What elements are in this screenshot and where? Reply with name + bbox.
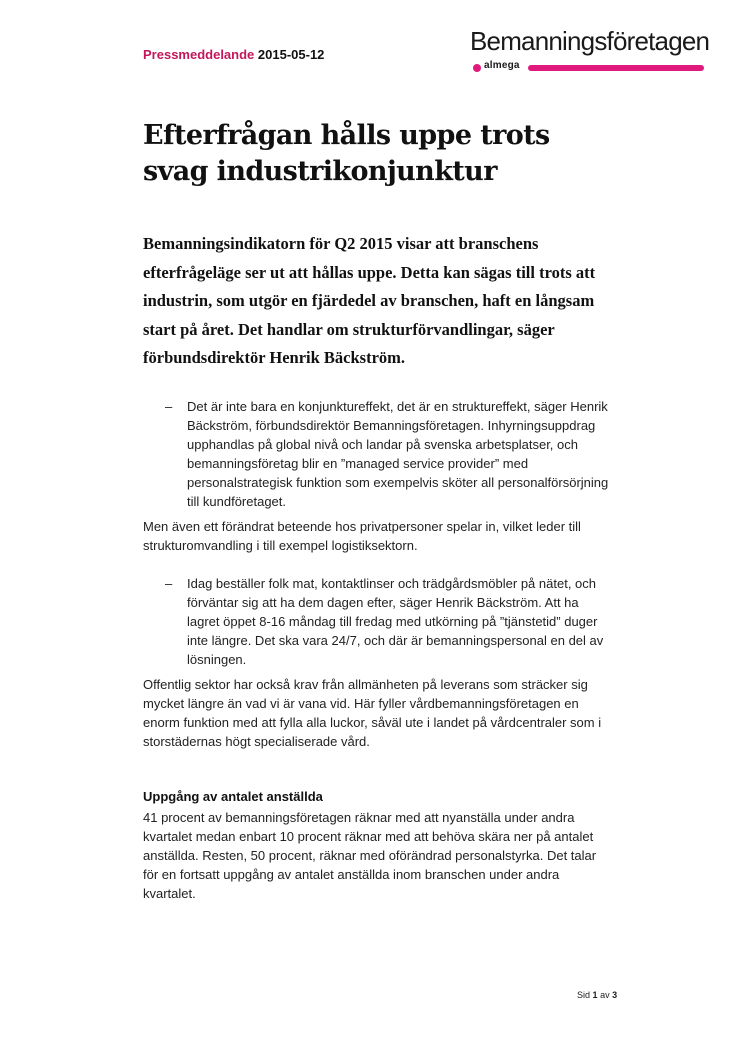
- logo-subbrand: almega: [484, 60, 520, 71]
- press-release-date: 2015-05-12: [257, 47, 325, 62]
- quote-text: Idag beställer folk mat, kontaktlinser och trädgårdsmöbler på nätet, och förväntar sig att ha dem dagen efter, säger Henrik Bäckström. Att ha lagret öppet 8-16 måndag till fredag med utkörning på ”tjänstetid” duger inte längre. Det ska vara 24/7, och där är bemanningspersonal en del av lösningen.: [187, 576, 604, 667]
- logo-accent-bar: [528, 65, 704, 71]
- footer-of: av: [600, 990, 610, 1000]
- bemanningsforetagen-logo: [470, 26, 710, 74]
- press-release-label: Pressmeddelande: [143, 47, 255, 62]
- logo-dot-icon: [473, 64, 481, 72]
- quote-text: Det är inte bara en konjunktureffekt, det är en struktureffekt, säger Henrik Bäckström, förbundsdirektör Bemanningsföretagen. Inhyrningsuppdrag upphandlas på global nivå och landar på svenska arbetsplatser, och bemanningsföretag blir en ”managed service provider” med personalstrategisk funktion som exempelvis sköter all personalförsörjning till kundföretaget.: [187, 399, 609, 509]
- page-footer: [577, 990, 617, 1000]
- dash-bullet: –: [165, 576, 173, 591]
- lead-paragraph: Bemanningsindikatorn för Q2 2015 visar att branschens efterfrågeläge ser ut att hållas uppe. Detta kan sägas till trots att industrin, som utgör en fjärdedel av branschen, haft en långsam start på året. Det handlar om strukturförvandlingar, säger förbundsdirektör Henrik Bäckström.: [143, 234, 596, 367]
- quote-item: [143, 397, 613, 511]
- body-paragraph: Men även ett förändrat beteende hos privatpersoner spelar in, vilket leder till strukturomvandling i till exempel logistiksektorn.: [143, 519, 581, 553]
- press-release-header: [143, 47, 324, 62]
- section-heading: Uppgång av antalet anställda: [143, 789, 323, 804]
- footer-prefix: Sid: [577, 990, 591, 1000]
- page-title: Efterfrågan hålls uppe trots svag industrikonjunktur: [143, 120, 550, 187]
- quote-item: [143, 574, 613, 669]
- dash-bullet: –: [165, 399, 173, 414]
- body-paragraph: 41 procent av bemanningsföretagen räknar med att nyanställa under andra kvartalet medan enbart 10 procent räknar med att behöva skära ner på antalet anställda. Resten, 50 procent, räknar med oförändrad personalstyrka. Det talar för en fortsatt uppgång av antalet anställda inom branschen under andra kvartalet.: [143, 810, 597, 901]
- body-paragraph: Offentlig sektor har också krav från allmänheten på leverans som sträcker sig mycket längre än vad vi är vana vid. Här fyller vårdbemanningsföretagen en enorm funktion med att fylla alla luckor, såväl ute i landet på vårdcentraler som i storstädernas högt specialiserade vård.: [143, 677, 602, 749]
- logo-wordmark: Bemanningsföretagen: [470, 26, 710, 56]
- footer-page-number: 1: [592, 990, 598, 1000]
- footer-page-total: 3: [612, 990, 618, 1000]
